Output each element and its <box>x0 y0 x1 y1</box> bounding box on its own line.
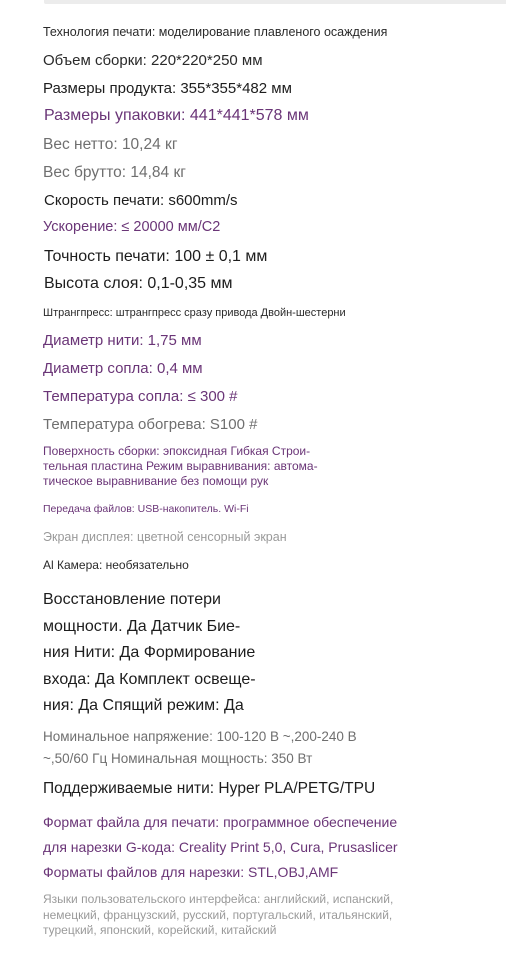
spec-ui-languages <box>43 892 393 939</box>
spec-print-accuracy: Точность печати: 100 ± 0,1 мм <box>44 248 268 265</box>
spec-print-technology: Технология печати: моделирование плавленого осаждения <box>43 25 388 39</box>
spec-features-line-3: ния Нити: Да Формирование <box>43 644 256 661</box>
spec-build-surface-line-2: тельная пластина Режим выравнивания: автома- <box>43 459 318 473</box>
spec-net-weight: Вес нетто: 10,24 кг <box>43 136 178 153</box>
spec-power-line-2: ~,50/60 Гц Номинальная мощность: 350 Вт <box>43 751 313 766</box>
spec-acceleration: Ускорение: ≤ 20000 мм/С2 <box>43 219 221 235</box>
spec-ui-languages-line-2: немецкий, французский, русский, португальский, итальянский, <box>43 907 393 922</box>
top-divider <box>44 0 506 4</box>
spec-power <box>43 726 357 770</box>
spec-package-size: Размеры упаковки: 441*441*578 мм <box>44 107 309 124</box>
spec-filament-diameter: Диаметр нити: 1,75 мм <box>43 332 202 349</box>
spec-ai-camera: Al Камера: необязательно <box>43 558 189 572</box>
spec-supported-filaments: Поддерживаемые нити: Hyper PLA/PETG/TPU <box>43 780 376 797</box>
spec-slicer <box>43 810 398 885</box>
spec-bed-temperature: Температура обогрева: S100 # <box>43 416 258 433</box>
spec-product-size: Размеры продукта: 355*355*482 мм <box>43 80 292 97</box>
spec-extruder: Штрангпресс: штрангпресс сразу привода Двойн-шестерни <box>43 307 346 319</box>
spec-features <box>43 587 256 720</box>
spec-layer-height: Высота слоя: 0,1-0,35 мм <box>44 275 233 292</box>
spec-gross-weight: Вес брутто: 14,84 кг <box>43 164 186 181</box>
spec-features-line-4: входа: Да Комплект освеще- <box>43 670 256 688</box>
spec-nozzle-diameter: Диаметр сопла: 0,4 мм <box>43 360 203 377</box>
spec-features-line-5: ния: Да Спящий режим: Да <box>43 697 244 714</box>
spec-print-speed: Скорость печати: s600mm/s <box>44 192 238 209</box>
spec-features-line-2: мощности. Да Датчик Бие- <box>43 617 241 635</box>
spec-ui-languages-line-1: Языки пользовательского интерфейса: английский, испанский, <box>43 892 394 906</box>
spec-slicer-line-1: Формат файла для печати: программное обеспечение <box>43 814 398 830</box>
spec-slicer-line-2: для нарезки G-кода: Creality Print 5,0, Cura, Prusaslicer <box>43 839 398 855</box>
spec-display-screen: Экран дисплея: цветной сенсорный экран <box>43 530 287 544</box>
spec-build-surface-line-1: Поверхность сборки: эпоксидная Гибкая Строи- <box>43 444 311 458</box>
spec-build-surface <box>43 444 318 489</box>
spec-build-surface-line-3: тическое выравнивание без помощи рук <box>43 474 269 488</box>
spec-features-line-1: Восстановление потери <box>43 591 221 608</box>
spec-build-volume: Объем сборки: 220*220*250 мм <box>43 52 263 69</box>
spec-power-line-1: Номинальное напряжение: 100-120 В ~,200-240 В <box>43 729 357 744</box>
spec-file-transfer: Передача файлов: USB-накопитель. Wi-Fi <box>43 503 249 515</box>
spec-slicer-line-3: Форматы файлов для нарезки: STL,OBJ,AMF <box>43 864 339 880</box>
spec-ui-languages-line-3: турецкий, японский, корейский, китайский <box>43 923 277 937</box>
spec-nozzle-temperature: Температура сопла: ≤ 300 # <box>43 388 238 405</box>
